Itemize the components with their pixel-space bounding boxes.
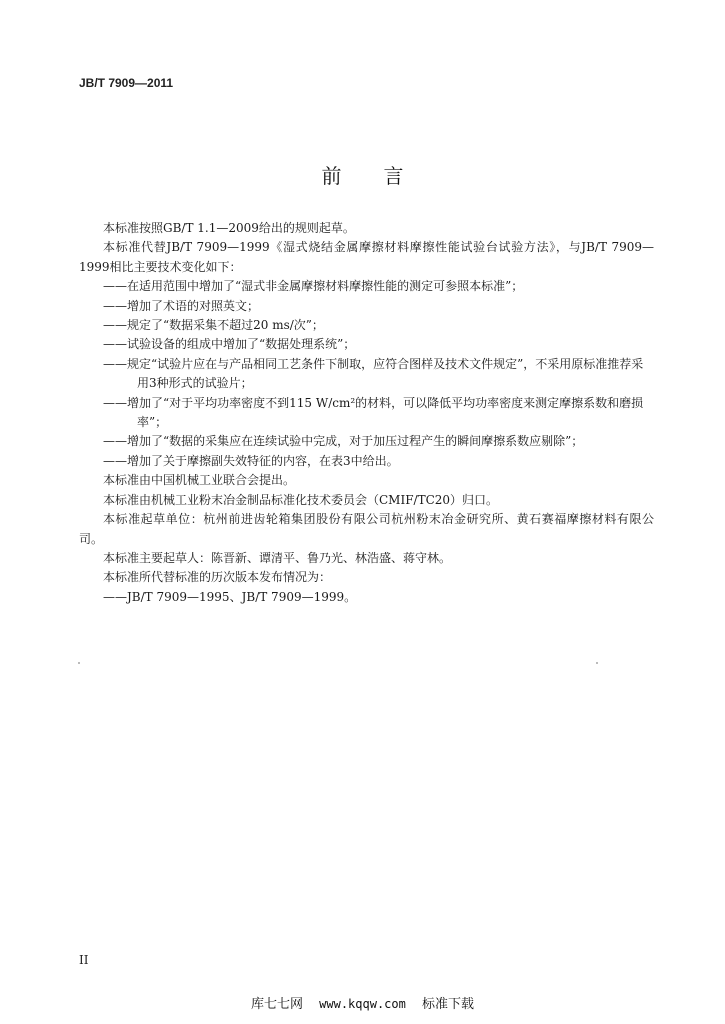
- paragraph: 本标准所代替标准的历次版本发布情况为：: [103, 570, 332, 585]
- document-code: JB/T 7909—2011: [79, 76, 174, 90]
- change-list-item: ——试验设备的组成中增加了“数据处理系统”；: [103, 337, 356, 352]
- footer-url[interactable]: www.kqqw.com: [319, 997, 406, 1011]
- scan-speck: [78, 662, 80, 664]
- change-list-item: ——增加了“数据的采集应在连续试验中完成，对于加压过程产生的瞬间摩擦系数应剔除”；: [103, 434, 584, 449]
- page-title: 前言: [321, 164, 446, 188]
- page-number: II: [79, 953, 89, 967]
- paragraph: 本标准代替JB/T 7909—1999《湿式烧结金属摩擦材料摩擦性能试验台试验方法》，与JB/T 7909—1999相比主要技术变化如下：: [79, 240, 654, 274]
- change-list-item: ——增加了“对于平均功率密度不到115 W/cm²的材料，可以降低平均功率密度来测定摩擦系数和磨损率”；: [103, 395, 644, 430]
- change-list-item: ——JB/T 7909—1995、JB/T 7909—1999。: [103, 589, 357, 604]
- paragraph: 本标准起草单位：杭州前进齿轮箱集团股份有限公司杭州粉末冶金研究所、黄石赛福摩擦材料有限公司。: [79, 512, 654, 546]
- change-list-item: ——在适用范围中增加了“湿式非金属摩擦材料摩擦性能的测定可参照本标准”；: [103, 279, 524, 294]
- paragraph: 本标准由机械工业粉末冶金制品标准化技术委员会（CMIF/TC20）归口。: [103, 492, 499, 507]
- change-list-item: ——增加了关于摩擦副失效特征的内容，在表3中给出。: [103, 453, 399, 468]
- paragraph: 本标准由中国机械工业联合会提出。: [103, 473, 296, 488]
- paragraph: 本标准主要起草人：陈晋新、谭清平、鲁乃光、林浩盛、蒋守林。: [103, 550, 452, 565]
- paragraph: 本标准按照GB/T 1.1—2009给出的规则起草。: [103, 221, 355, 235]
- footer-site-name: 库七七网: [250, 997, 303, 1012]
- change-list-item: ——规定了“数据采集不超过20 ms/次”；: [103, 318, 324, 333]
- footer-watermark: [0, 993, 725, 1012]
- footer-tagline: 标准下载: [421, 997, 474, 1012]
- change-list-item: ——增加了术语的对照英文；: [103, 298, 260, 313]
- change-list-item: ——规定“试验片应在与产品相同工艺条件下制取，应符合图样及技术文件规定”，不采用原标准推荐采用3种形式的试验片；: [103, 356, 644, 391]
- foreword-body: [79, 219, 654, 607]
- scan-speck: [596, 662, 598, 664]
